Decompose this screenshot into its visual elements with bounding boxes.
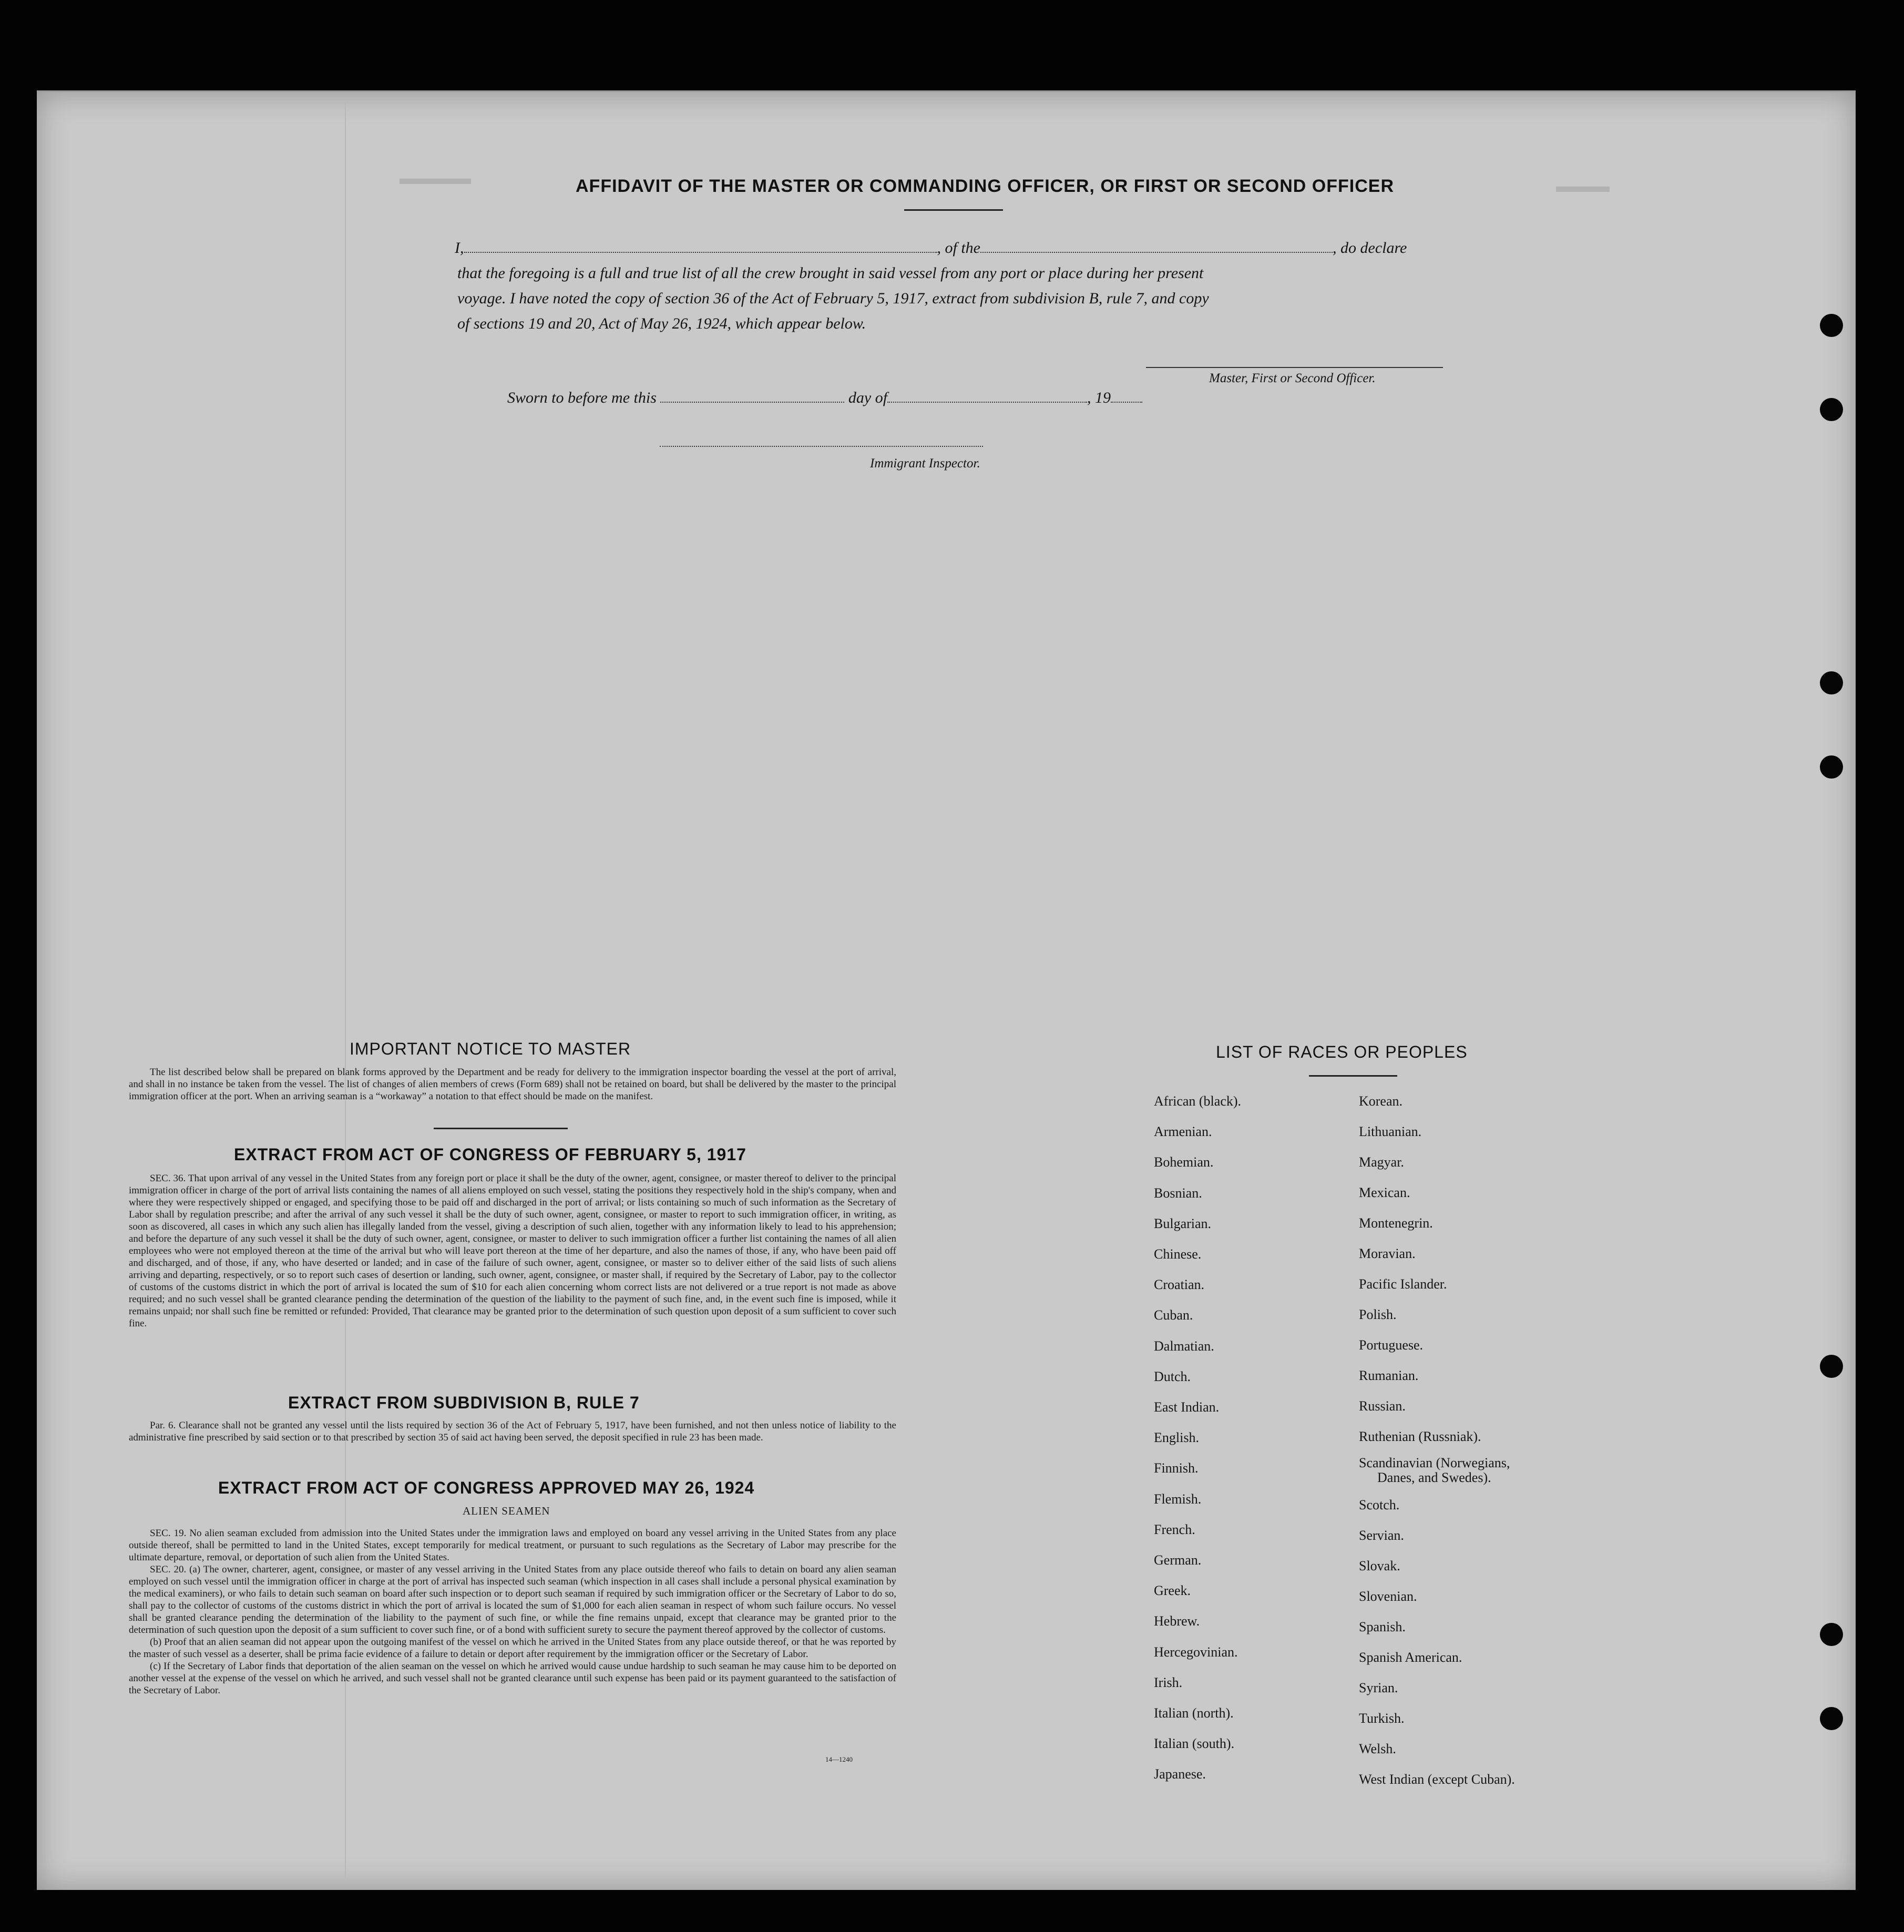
race-item: English. [1154,1430,1199,1446]
race-item: Bulgarian. [1154,1215,1212,1231]
form-number: 14—1240 [825,1755,853,1763]
binder-hole [1820,1707,1843,1730]
race-item: Scandinavian (Norwegians, [1359,1455,1510,1470]
master-signature-caption: Master, First or Second Officer. [1209,371,1376,385]
race-item: African (black). [1154,1093,1242,1109]
race-item: Japanese. [1154,1766,1206,1782]
race-item: Rumanian. [1359,1368,1419,1383]
binder-hole [1820,1623,1843,1646]
race-item: Spanish American. [1359,1650,1462,1665]
race-item: Dutch. [1154,1368,1191,1384]
sworn-month-field[interactable] [887,402,1087,403]
inspector-caption: Immigrant Inspector. [870,456,980,471]
race-item: Cuban. [1154,1307,1193,1323]
race-item: German. [1154,1552,1202,1568]
declarant-prefix: I, [455,239,464,257]
race-item: Mexican. [1359,1185,1410,1200]
sworn-year-field[interactable] [1111,402,1142,403]
race-item: Slovak. [1359,1558,1400,1573]
race-item: Spanish. [1359,1619,1406,1634]
race-item: Croatian. [1154,1277,1205,1293]
race-item: Russian. [1359,1398,1406,1414]
affidavit-line-1 [455,239,1407,257]
sworn-day-field[interactable] [660,402,844,403]
extract-1917-body [129,1172,896,1330]
race-item: Armenian. [1154,1124,1212,1140]
extract-1917-title: EXTRACT FROM ACT OF CONGRESS OF FEBRUARY 5, 1917 [234,1145,746,1164]
race-item: Dalmatian. [1154,1338,1214,1354]
affidavit-title: AFFIDAVIT OF THE MASTER OR COMMANDING OFFICER, OR FIRST OR SECOND OFFICER [576,176,1394,196]
declare-text: , do declare [1333,239,1407,257]
notice-paragraph: The list described below shall be prepared on blank forms approved by the Department and be ready for delivery to the immigration inspector boarding the vessel at the port of arrival, and shall in no instance be taken from the vessel. The list of changes of alien members of crews (Form 689) shall not be retained on board, but shall be delivered by the master to the principal immigration officer at the port. When an arriving seaman is a “workaway” a notation to that effect should be made on the manifest. [129,1067,896,1102]
binder-hole [1820,671,1843,694]
sec-20c-paragraph: (c) If the Secretary of Labor finds that deportation of the alien seaman on the vessel on which he arrived would cause undue hardship to such seaman he may cause him to be deported on another vessel at the expense of the vessel on which he arrived, and such vessel shall not be granted clearance until such expense has been paid or its payment guaranteed to the satisfaction of the Secretary of Labor. [129,1661,896,1696]
race-item: Bosnian. [1154,1185,1202,1201]
race-item: East Indian. [1154,1399,1220,1415]
race-item: Finnish. [1154,1460,1199,1476]
race-item: Syrian. [1359,1680,1398,1695]
sworn-day-of: day of [848,389,888,406]
race-item: Greek. [1154,1583,1191,1599]
race-item: Slovenian. [1359,1589,1417,1604]
race-item: French. [1154,1521,1195,1537]
alien-seamen-subtitle: ALIEN SEAMEN [463,1505,550,1517]
race-item: Turkish. [1359,1711,1405,1726]
notice-title: IMPORTANT NOTICE TO MASTER [350,1039,631,1058]
race-item: Korean. [1359,1093,1403,1109]
bleed-through-mark: ▬▬▬ [1556,176,1610,196]
race-item: Portuguese. [1359,1337,1424,1353]
sec-20a-paragraph: SEC. 20. (a) The owner, charterer, agent, consignee, or master of any vessel arriving in the United States from any place outside thereof who fails to detain on board any alien seaman employed on such vessel until the immigration officer in charge at the port of arrival has inspected such seaman (which inspection in all cases shall include a personal physical examination by the medical examiners), or who fails to detain such seaman on board after such inspection or to deport such seaman if required by such immigration officer or the Secretary of Labor to do so, shall pay to the collector of customs of the customs district in which the port of arrival is located the sum of $1,000 for each alien seaman in respect of whom such failure occurs. No vessel shall be granted clearance pending the determination of the liability to the payment of such fine, or while the fine remains unpaid, except that clearance may be granted prior to the determination of such question upon the deposit of a sum sufficient to cover such fine, or of a bond with sufficient surety to secure the payment thereof approved by the collector of customs. [129,1564,896,1635]
race-item: Magyar. [1359,1154,1404,1170]
declarant-of-text: , of the [937,239,980,257]
race-item: Italian (south). [1154,1736,1235,1752]
declarant-name-field[interactable] [464,252,937,253]
bleed-through-mark: ▬▬▬▬ [400,168,471,188]
par-6-paragraph: Par. 6. Clearance shall not be granted any vessel until the lists required by section 36 of the Act of February 5, 1917, have been furnished, and not then unless notice of liability to the administrative fine prescribed by said section or to that prescribed by section 35 of said act having been served, the deposit specified in rule 23 has been made. [129,1420,896,1443]
vessel-name-field[interactable] [980,252,1333,253]
sec-19-paragraph: SEC. 19. No alien seaman excluded from admission into the United States under the immigration laws and employed on board any vessel arriving in the United States from any place outside thereof, shall be permitted to land in the United States, except temporarily for medical treatment, or pursuant to such regulations as the Secretary of Labor may prescribe for the ultimate departure, removal, or deportation of such alien from the United States. [129,1528,896,1563]
race-item: Scotch. [1359,1497,1400,1512]
race-item: Flemish. [1154,1491,1202,1507]
sec-20b-paragraph: (b) Proof that an alien seaman did not appear upon the outgoing manifest of the vessel on which he arrived in the United States from any place outside thereof, or that he was reported by the master of such vessel as a deserter, shall be prima facie evidence of a failure to detain or deport after requirement by the immigration officer or the Secretary of Labor. [129,1637,896,1660]
race-item: Servian. [1359,1528,1404,1543]
affidavit-line-3: voyage. I have noted the copy of section 36 of the Act of February 5, 1917, extract from subdivision B, rule 7, and copy [457,290,1209,307]
subdivision-title: EXTRACT FROM SUBDIVISION B, RULE 7 [288,1393,640,1412]
race-item: Chinese. [1154,1246,1202,1262]
race-item: Moravian. [1359,1246,1416,1261]
race-item: Hebrew. [1154,1613,1200,1629]
notice-body [129,1066,896,1102]
race-item: Welsh. [1359,1741,1396,1756]
binder-hole [1820,314,1843,337]
divider [434,1128,568,1129]
race-item: Hercegovinian. [1154,1644,1238,1660]
race-item: Polish. [1359,1307,1397,1322]
race-item: Lithuanian. [1359,1124,1422,1139]
sworn-prefix: Sworn to before me this [507,389,657,406]
binder-hole [1820,398,1843,421]
race-item: Bohemian. [1154,1154,1214,1170]
binder-hole [1820,755,1843,779]
master-signature-line[interactable] [1146,367,1443,368]
race-item: Montenegrin. [1359,1215,1433,1231]
extract-1924-body [129,1527,896,1696]
race-item: Italian (north). [1154,1705,1234,1721]
race-item: Irish. [1154,1674,1183,1690]
subdivision-body [129,1419,896,1444]
race-item: Danes, and Swedes). [1377,1470,1491,1485]
binder-hole [1820,1355,1843,1378]
inspector-signature-line[interactable] [660,446,983,447]
sworn-year-prefix: , 19 [1087,389,1111,406]
race-item: West Indian (except Cuban). [1359,1772,1515,1787]
affidavit-line-4: of sections 19 and 20, Act of May 26, 1924, which appear below. [457,315,866,332]
divider [904,209,1003,211]
race-item: Ruthenian (Russniak). [1359,1429,1481,1444]
affidavit-line-2: that the foregoing is a full and true list of all the crew brought in said vessel from any port or place during her present [457,264,1204,282]
divider [1309,1075,1397,1077]
sworn-line [507,389,1142,407]
races-title: LIST OF RACES OR PEOPLES [1216,1042,1468,1061]
race-item: Pacific Islander. [1359,1276,1447,1292]
sec-36-paragraph: SEC. 36. That upon arrival of any vessel in the United States from any foreign port or place it shall be the duty of the owner, agent, consignee, or master thereof to deliver to the principal immigration officer in charge of the port of arrival lists containing the names of all aliens employed on such vessel, stating the positions they respectively hold in the ship's company, when and where they were respectively shipped or engaged, and specifying those to be paid off and discharged in the port of arrival; or lists containing so much of such information as the Secretary of Labor shall by regulation prescribe; and after the arrival of any such vessel it shall be the duty of such owner, agent, consignee, or master to report to such immigration officer, in writing, as soon as discovered, all cases in which any such alien has illegally landed from the vessel, giving a description of such alien, together with any information likely to lead to his apprehension; and before the departure of any such vessel it shall be the duty of such owner, agent, consignee, or master to deliver to such immigration officer a further list containing the names of all alien employees who were not employed thereon at the time of the arrival but who will leave port thereon at the time of her departure, and also the names of those, if any, who have been paid off and discharged, and of those, if any, who have deserted or landed; and in case of the failure of such owner, agent, consignee, or master so to deliver either of the said lists of such aliens arriving and departing, respectively, or so to report such cases of desertion or landing, such owner, agent, consignee, or master shall, if required by the Secretary of Labor, pay to the collector of customs of the customs district in which the port of arrival is located the sum of $10 for each alien concerning whom correct lists are not delivered or a true report is not made as above required; and no such vessel shall be granted clearance pending the determination of the question of the liability to the payment of such fine, and, in the event such fine is imposed, while it remains unpaid; nor shall such fine be remitted or refunded: Provided, That clearance may be granted prior to the determination of such question upon deposit of a sum sufficient to cover such fine. [129,1173,896,1329]
extract-1924-title: EXTRACT FROM ACT OF CONGRESS APPROVED MAY 26, 1924 [218,1478,755,1497]
